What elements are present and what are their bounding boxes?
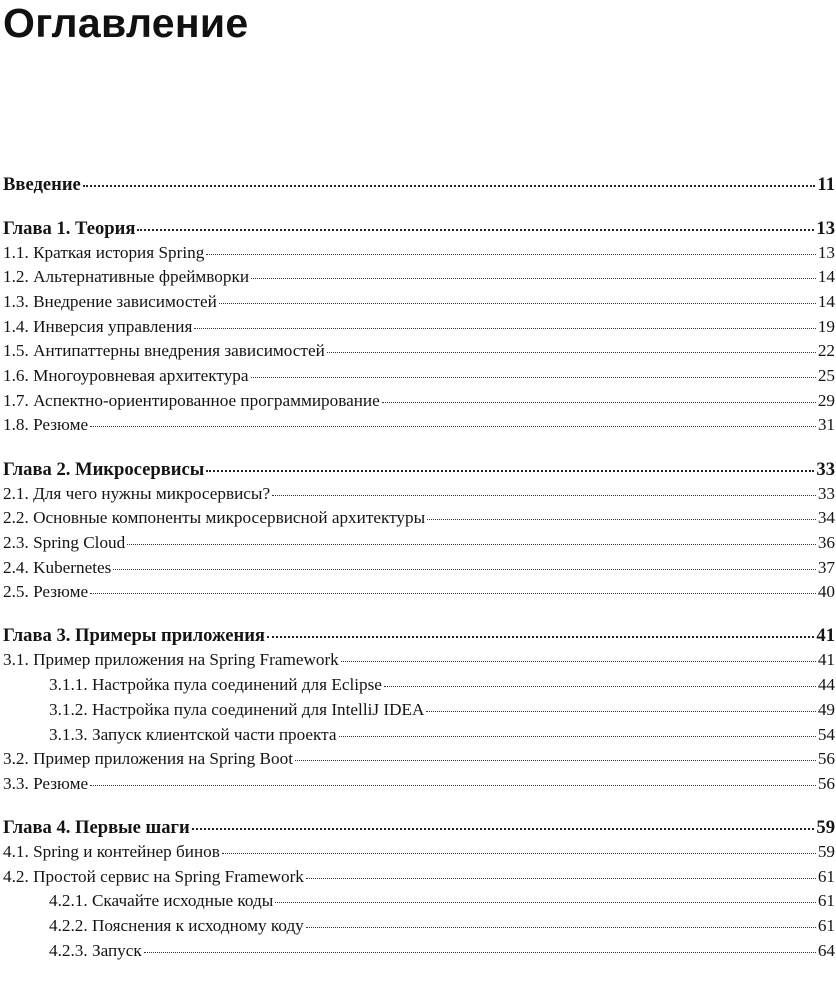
toc-entry-page-number: 61 [817,866,835,886]
dot-leader [83,185,816,187]
toc-section-entry[interactable] [3,265,835,290]
dot-leader [113,569,815,570]
toc-section-entry[interactable] [3,580,835,605]
toc-subsection-entry[interactable] [3,673,835,698]
toc-entry-page-number: 61 [817,916,835,936]
dot-leader [192,828,815,830]
toc-section-entry[interactable] [3,290,835,315]
dot-leader [90,785,816,786]
toc-entry-page-number: 61 [817,891,835,911]
toc-subsection-entry[interactable] [3,939,835,964]
toc-entry-title: Глава 2. Микросервисы [3,458,205,480]
dot-leader [206,254,816,255]
toc-entry-page-number: 49 [817,699,835,719]
toc-subsection-entry[interactable] [3,698,835,723]
toc-chapter-entry[interactable] [3,216,835,241]
toc-entry-title: 4.2. Простой сервис на Spring Framework [3,866,304,886]
toc-entry-title: 4.2.2. Пояснения к исходному коду [49,916,304,936]
toc-section-entry[interactable] [3,556,835,581]
toc-entry-title: Введение [3,174,81,195]
toc-entry-page-number: 37 [817,557,835,577]
dot-leader [251,377,816,378]
toc-entry-page-number: 36 [817,532,835,552]
toc-entry-title: 4.1. Spring и контейнер бинов [3,842,220,862]
toc-section-entry[interactable] [3,389,835,414]
toc-entry-page-number: 31 [817,415,835,435]
toc-entry-page-number: 19 [817,316,835,336]
toc-entry-page-number: 41 [817,650,835,670]
toc-entry-title: 1.3. Внедрение зависимостей [3,291,217,311]
toc-entry-title: 2.4. Kubernetes [3,557,112,577]
toc-entry-title: 4.2.1. Скачайте исходные коды [49,891,274,911]
toc-entry-page-number: 34 [817,508,835,528]
toc-entry-title: 2.3. Spring Cloud [3,532,126,552]
dot-leader [90,593,816,594]
dot-leader [222,853,816,854]
toc-section-entry[interactable] [3,482,835,507]
dot-leader [327,352,816,353]
toc-entry-title: 1.7. Аспектно-ориентированное программирование [3,390,380,410]
dot-leader [90,426,816,427]
toc-entry-page-number: 54 [817,724,835,744]
toc-entry-page-number: 40 [817,582,835,602]
toc-entry-page-number: 25 [817,365,835,385]
toc-entry-page-number: 14 [817,267,835,287]
toc-entry-page-number: 29 [817,390,835,410]
dot-leader [194,328,815,329]
dot-leader [267,636,814,638]
toc-chapter-entry[interactable] [3,457,835,482]
toc-entry-title: 4.2.3. Запуск [49,940,142,960]
dot-leader [137,229,814,231]
toc-section-entry[interactable] [3,339,835,364]
toc-chapter-entry[interactable] [3,623,835,648]
toc-entry-title: 1.1. Краткая история Spring [3,242,205,262]
dot-leader [382,402,816,403]
toc-entry-page-number: 64 [817,940,835,960]
toc-section-entry[interactable] [3,865,835,890]
toc-entry-page-number: 56 [817,773,835,793]
toc-section-entry[interactable] [3,747,835,772]
dot-leader [341,661,816,662]
dot-leader [251,278,816,279]
dot-leader [426,711,815,712]
toc-entry-title: 3.1. Пример приложения на Spring Framework [3,650,339,670]
toc-entry-page-number: 14 [817,291,835,311]
toc-section-entry[interactable] [3,772,835,797]
toc-entry-title: Глава 4. Первые шаги [3,817,190,839]
toc-section-entry[interactable] [3,506,835,531]
dot-leader [144,952,816,953]
toc-entry-title: Глава 1. Теория [3,217,136,239]
toc-subsection-entry[interactable] [3,889,835,914]
toc-entry-title: 1.5. Антипаттерны внедрения зависимостей [3,341,325,361]
dot-leader [272,495,816,496]
toc-entry-title: 1.2. Альтернативные фреймворки [3,267,250,287]
toc-entry-title: 1.8. Резюме [3,415,89,435]
toc-entry-page-number: 59 [817,842,835,862]
toc-entry-page-number: 13 [816,217,835,239]
toc-entry-title: 3.3. Резюме [3,773,89,793]
toc-entry-title: 2.5. Резюме [3,582,89,602]
toc-entry-page-number: 33 [817,483,835,503]
toc-entry-title: 3.1.3. Запуск клиентской части проекта [49,724,337,744]
toc-entry-page-number: 33 [816,458,835,480]
toc-section-entry[interactable] [3,364,835,389]
toc-entry-title: 1.4. Инверсия управления [3,316,193,336]
dot-leader [275,902,816,903]
toc-entry-page-number: 22 [817,341,835,361]
toc-entry-title: 1.6. Многоуровневая архитектура [3,365,249,385]
toc-entry-title: Глава 3. Примеры приложения [3,625,265,647]
toc-entry-page-number: 59 [816,817,835,839]
dot-leader [127,544,816,545]
page-title: Оглавление [3,0,249,46]
toc-section-entry[interactable] [3,315,835,340]
toc-entry-page-number: 11 [817,174,835,195]
dot-leader [384,686,816,687]
toc-entry-page-number: 56 [817,749,835,769]
toc-entry-title: 2.2. Основные компоненты микросервисной архитектуры [3,508,426,528]
dot-leader [206,470,814,472]
toc-section-entry[interactable] [3,840,835,865]
dot-leader [295,760,816,761]
dot-leader [339,736,816,737]
dot-leader [427,519,816,520]
toc-entry-title: 3.2. Пример приложения на Spring Boot [3,749,293,769]
toc-entry-page-number: 13 [817,242,835,262]
toc-subsection-entry[interactable] [3,914,835,939]
toc-section-entry[interactable] [3,648,835,673]
dot-leader [306,927,816,928]
toc-section-entry[interactable] [3,531,835,556]
toc-entry-page-number: 41 [816,625,835,647]
toc-entry-title: 3.1.2. Настройка пула соединений для IntelliJ IDEA [49,699,425,719]
toc-section-entry[interactable] [3,241,835,266]
toc-chapter-entry[interactable] [3,172,835,197]
toc-entry-page-number: 44 [817,675,835,695]
dot-leader [306,878,816,879]
dot-leader [219,303,816,304]
toc-entry-title: 3.1.1. Настройка пула соединений для Eclipse [49,675,382,695]
toc-chapter-entry[interactable] [3,815,835,840]
toc-entry-title: 2.1. Для чего нужны микросервисы? [3,483,271,503]
toc-section-entry[interactable] [3,413,835,438]
table-of-contents [3,172,835,964]
toc-subsection-entry[interactable] [3,723,835,748]
